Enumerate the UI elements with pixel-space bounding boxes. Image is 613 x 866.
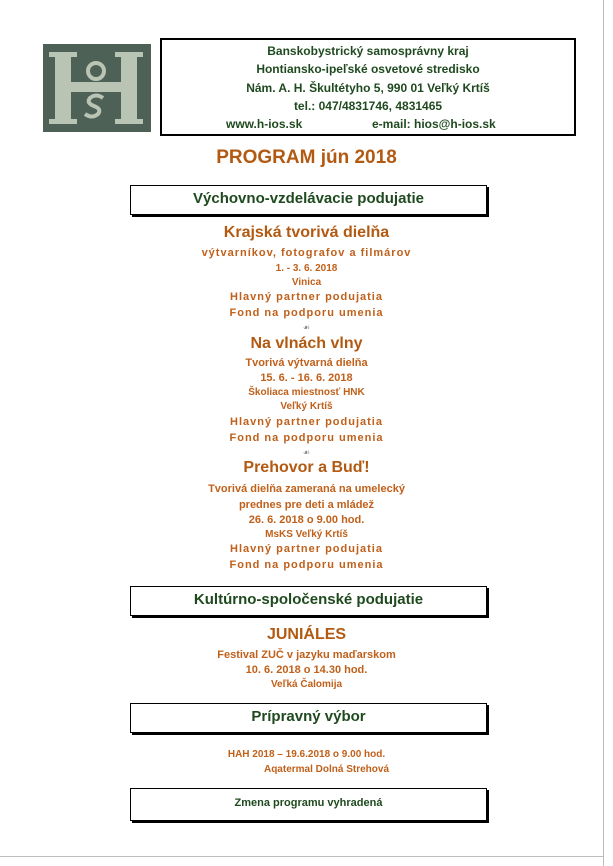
header-phone: tel.: 047/4831746, 4831465 [293, 99, 443, 113]
header-institution: Hontiansko-ipeľské osvetové stredisko [256, 62, 480, 76]
event-fund: Fond na podporu umenia [229, 559, 384, 571]
event-subtitle: Tvorivá dielňa zameraná na umelecký [208, 483, 405, 495]
event-fund: Fond na podporu umenia [229, 307, 384, 319]
event-fund: Fond na podporu umenia [229, 432, 384, 444]
event-date: 1. - 3. 6. 2018 [275, 263, 338, 274]
header-address: Nám. A. H. Škultétyho 5, 990 01 Veľký Krtíš [246, 81, 490, 95]
page-border-bottom [0, 856, 604, 857]
committee-meeting-date: HAH 2018 – 19.6.2018 o 9.00 hod. [227, 749, 386, 760]
event-name: Na vlnách vlny [250, 335, 363, 352]
header-contact-box [160, 38, 576, 136]
event-subtitle: výtvarníkov, fotografov a filmárov [201, 247, 412, 259]
event-date: 15. 6. - 16. 6. 2018 [260, 372, 353, 384]
program-change-notice: Zmena programu vyhradená [130, 788, 487, 821]
header-organization: Banskobystrický samosprávny kraj [267, 44, 469, 58]
section-heading-cultural: Kultúrno-spoločenské podujatie [130, 586, 487, 616]
event-place: Školiaca miestnosť HNK [248, 387, 365, 398]
header-email-link[interactable]: e-mail: hios@h-ios.sk [372, 117, 496, 131]
event-subtitle-line2: prednes pre deti a mládež [238, 499, 375, 511]
event-partner: Hlavný partner podujatia [230, 543, 383, 555]
separator-ornament: ☙ [302, 323, 311, 332]
event-name: Krajská tvorivá dielňa [223, 224, 390, 241]
event-partner: Hlavný partner podujatia [230, 291, 383, 303]
event-date: 26. 6. 2018 o 9.00 hod. [248, 514, 365, 526]
section-heading-preparatory: Prípravný výbor [130, 703, 487, 733]
hios-logo-icon [43, 44, 151, 132]
event-subtitle: Festival ZUČ v jazyku maďarskom [217, 649, 396, 661]
event-name: JUNIÁLES [266, 626, 347, 643]
event-partner: Hlavný partner podujatia [230, 416, 383, 428]
separator-ornament: ☙ [302, 448, 311, 457]
program-title: PROGRAM jún 2018 [216, 147, 397, 168]
committee-meeting-place: Aqatermal Dolná Strehová [263, 764, 390, 775]
event-place: Veľká Čalomija [270, 679, 343, 690]
event-place-city: Veľký Krtíš [280, 401, 333, 412]
event-date: 10. 6. 2018 o 14.30 hod. [245, 664, 368, 676]
event-place: MsKS Veľký Krtíš [265, 529, 348, 540]
section-heading-educational: Výchovno-vzdelávacie podujatie [130, 185, 487, 215]
header-website-link[interactable]: www.h-ios.sk [226, 117, 303, 131]
event-place: Vinica [291, 277, 322, 288]
event-subtitle: Tvorivá výtvarná dielňa [245, 357, 368, 369]
event-name: Prehovor a Buď! [243, 459, 370, 476]
